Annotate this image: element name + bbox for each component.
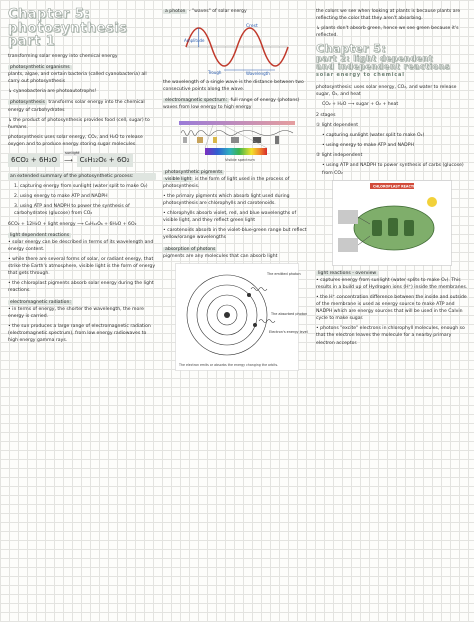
ps-note: ↳ the product of photosynthesis provides food (cell, sugar) to humans. [8,117,150,130]
ps-text-2: photosynthesis uses solar energy, CO₂, and H₂O to release oxygen and to produce energy storing sugar molecules. [8,134,143,148]
column-3 [316,8,468,350]
visible-spectrum-label: Visible spectrum [225,157,255,162]
part2-subtitle: solar energy to chemical [316,71,405,78]
zoom-line-right [223,125,267,148]
visible-light-term: visible light [165,176,192,182]
pigments-heading: photosynthetic pigments [165,169,223,175]
autotrophs-heading: photosynthetic organisms [10,65,70,71]
stage-1-a: • capturing sunlight (water split to make O₂) [322,133,425,139]
column-2 [163,8,311,374]
title-line-2: photosynthesis [8,20,128,36]
icon-xray [197,137,203,143]
stages-heading: 2 stages [316,112,336,118]
light-reaction-box [338,210,358,224]
title-line-1: Chapter 5: [8,7,91,22]
ldr-section [8,232,156,295]
photon-text: - "waves" of solar energy [187,9,247,14]
electron-1 [247,293,251,297]
intro-text: transforming solar energy into chemical energy [8,53,118,59]
ldr-point-3: • the chloroplast pigments absorb solar energy during the light reactions. [8,281,154,294]
amplitude-label: Amplitude [184,38,205,44]
wavelength-label: Wavelength [246,71,270,77]
overview-section [8,173,156,228]
photosynthesis-equation [8,150,156,167]
visible-spectrum-bar [205,148,267,155]
electron-2 [253,323,257,327]
em-wave [181,130,293,135]
overview-heading: an extended summary of the photosynthetic process: [8,173,156,180]
pigments-point-1 [163,176,311,190]
em-point-2: • the sun produces a large range of electromagnetic radiation (electromagnetic spectrum), from low energy radiowaves to high energy gamma rays. [8,323,151,344]
spectrum-text: full range of energy (photons) waves from low energy to high energy [163,98,300,111]
light-reactions-point-3: • photons "excite" electrons in chlorophyll molecules, enough so that the electron leaves the molecule for a nearby primary electron acceptor. [316,326,465,346]
photon-heading: a photon [165,9,186,14]
part2-title-line-3: and independent reactions [316,62,451,72]
spectrum-diagram [175,115,299,165]
ldr-point-2: • while there are several forms of solar, or radiant energy, that strike the Earth's atmosphere, visible light is the form of energy that gets through. [8,256,156,277]
stage-1-b: • using energy to make ATP and NADPH [322,143,414,149]
icon-bulb [213,137,217,143]
em-point-1: • in terms of energy, the shorter the wavelength, the more energy is carried. [8,306,144,319]
ldr-point-1: • solar energy can be described in terms of its wavelength and energy content. [8,239,154,252]
atom-diagram [175,263,308,371]
title-line-3: part 1 [8,34,56,50]
absorption-text: pigments are any molecules that can absorb light [163,253,278,259]
spectrum-heading: electromagnetic spectrum: [165,98,228,104]
ps-definition [8,99,156,113]
part2-title-line-1: Chapter 5: [316,42,387,56]
pigments-point-2: • the primary pigments which absorb light used during photosynthesis are chlorophylls and carotenoids. [163,193,290,206]
autotrophs-text: plants, algae, and certain bacteria (called cyanobacteria) all carry out photosynthesis [8,72,147,85]
light-reactions-section [316,270,468,347]
diagram-title: CHLOROPLAST REACTION [373,184,420,189]
stage-1: ① light dependent [316,122,359,128]
photon-definition [163,8,311,15]
overview-step-2: 2. using energy to make ATP and NADPH [14,194,108,200]
zoom-line-left [205,125,213,148]
equation-arrow [64,150,80,165]
spectrum-definition [163,97,311,111]
light-reactions-point-2: • the H⁺ concentration difference between the inside and outside of the membrane is used as energy source to make ATP and NADPH which are energy sources that will be used in the Calvin cycle to make sugar. [316,294,467,322]
icon-atom [183,137,187,143]
atom-caption: The electron emits or absorbs the energy changing the orbits. [179,362,279,367]
equation-right: C₆H₁₂O₆ + 6O₂ [77,154,133,167]
equation-label: sunlight [65,150,80,155]
stage-2-a: • using ATP and NADPH to power synthesis of carbs (glucose) from CO₂ [322,163,464,176]
stage-2: ② light independent [316,153,363,159]
autotrophs-note: ↳ cyanobacteria are photoautotrophs! [8,89,97,95]
pigments-point-1-text: is the form of light used in the process of photosynthesis. [163,176,290,189]
electron-level-label: Electron's energy level [269,329,308,334]
column-1 [8,8,156,347]
granum-1 [372,220,382,236]
part2-title [316,43,468,71]
calvin-cycle-box [338,238,358,252]
chloroplast-diagram [332,180,452,266]
arrow-glyph: ⟶ [64,156,73,164]
part2-title-line-2: part 2: light dependent [316,53,433,63]
ldr-heading: light dependent reactions [10,232,70,238]
icon-microwave [253,137,261,143]
photosynthesis-section [8,99,156,148]
equation-left: 6CO₂ + 6H₂O [8,154,60,167]
overview-equation: 6CO₂ + 12H₂O + light energy ⟶ C₆H₁₂O₆ + 6H₂O + 6O₂ [8,221,137,227]
part2-ps-equation: CO₂ + H₂O ⟶ sugar + O₂ + heat [322,101,399,107]
sun-icon [427,197,437,207]
ps-text: transforms solar energy into the chemical energy of carbohydrates [8,100,145,113]
trough-label: Trough [208,70,222,76]
ps-heading: photosynthesis [10,100,45,106]
autotrophs-section [8,64,156,95]
color-note: ↳ plants don't absorb green, hence we see green because it's reflected. [316,26,459,39]
nucleus [224,312,230,318]
absorption-section [163,246,311,371]
part2-ps-text: photosynthesis: uses solar energy, CO₂, and water to release sugar, O₂, and heat [316,84,457,97]
wavelength-text: the wavelength of a single wave is the distance between two consecutive points along the wave. [163,80,304,93]
em-section [8,299,156,345]
emitted-photon-label: The emitted photon [267,271,301,276]
absorbed-photon-label: The absorbed photon [271,311,308,316]
pigments-section [163,169,311,242]
crest-label: Crest [246,24,258,30]
stages-section [316,112,468,177]
overview-step-1: 1. capturing energy from sunlight (water split to make O₂) [14,184,148,190]
icon-remote [231,137,239,143]
wave-diagram [182,18,292,76]
pigments-point-3: • chlorophylls absorb violet, red, and blue wavelengths of visible light, and they reflect green light [163,211,297,224]
granum-2 [388,218,398,236]
pigments-point-4: • carotenoids absorb in the violet-blue-green range but reflect yellow/orange wavelengths [163,228,307,241]
color-text: the colors we see when looking at plants is because plants are reflecting the color that they aren't absorbing. [316,9,461,22]
icon-antenna [275,136,279,144]
chapter5-title [8,8,156,49]
em-band [179,121,295,125]
em-heading: electromagnetic radiation: [10,299,71,305]
overview-step-3: 3. using ATP and NADPH to power the synthesis of carbohydrates (glucose) from CO₂ [14,204,130,217]
light-reactions-heading: light reactions - overview [318,270,377,276]
granum-3 [404,220,414,236]
absorption-heading: absorption of photons [165,246,216,252]
spectrum-section [163,97,311,164]
light-reactions-point-1: • captures energy from sunlight (water splits to make O₂). This results in a build up of Hydrogen ions (H⁺) inside the membranes. [316,277,468,290]
